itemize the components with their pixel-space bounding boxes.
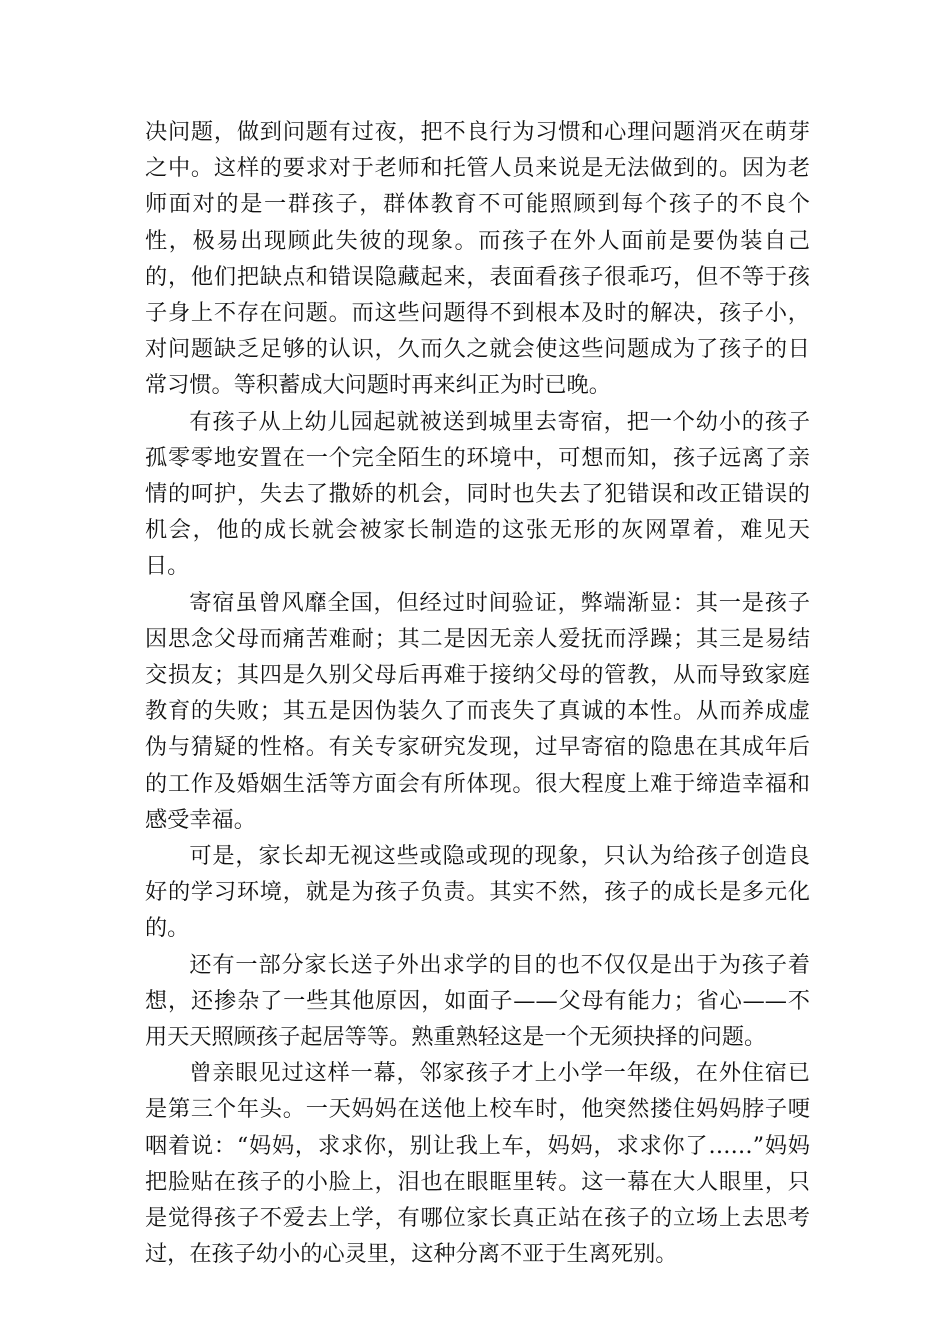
- paragraph-3: 寄宿虽曾风靡全国，但经过时间验证，弊端渐显：其一是孩子因思念父母而痛苦难耐；其二是因无亲人爱抚而浮躁；其三是易结交损友；其四是久别父母后再难于接纳父母的管教，从而导致家庭教育的失败；其五是因伪装久了而丧失了真诚的本性。从而养成虚伪与猜疑的性格。有关专家研究发现，过早寄宿的隐患在其成年后的工作及婚姻生活等方面会有所体现。很大程度上难于缔造幸福和感受幸福。: [145, 589, 810, 833]
- paragraph-6: 曾亲眼见过这样一幕，邻家孩子才上小学一年级，在外住宿已是第三个年头。一天妈妈在送他上校车时，他突然搂住妈妈脖子哽咽着说：“妈妈，求求你，别让我上车，妈妈，求求你了……”妈妈把脸贴在孩子的小脸上，泪也在眼眶里转。这一幕在大人眼里，只是觉得孩子不爱去上学，有哪位家长真正站在孩子的立场上去思考过，在孩子幼小的心灵里，这种分离不亚于生离死别。: [145, 1060, 810, 1268]
- paragraph-1: 决问题，做到问题有过夜，把不良行为习惯和心理问题消灭在萌芽之中。这样的要求对于老师和托管人员来说是无法做到的。因为老师面对的是一群孩子，群体教育不可能照顾到每个孩子的不良个性，极易出现顾此失彼的现象。而孩子在外人面前是要伪装自己的，他们把缺点和错误隐藏起来，表面看孩子很乖巧，但不等于孩子身上不存在问题。而这些问题得不到根本及时的解决，孩子小，对问题缺乏足够的认识，久而久之就会使这些问题成为了孩子的日常习惯。等积蓄成大问题时再来纠正为时已晚。: [145, 119, 810, 399]
- paragraph-5: 还有一部分家长送子外出求学的目的也不仅仅是出于为孩子着想，还掺杂了一些其他原因，如面子——父母有能力；省心——不用天天照顾孩子起居等等。熟重熟轻这是一个无须抉择的问题。: [145, 951, 810, 1051]
- paragraph-2: 有孩子从上幼儿园起就被送到城里去寄宿，把一个幼小的孩子孤零零地安置在一个完全陌生的环境中，可想而知，孩子远离了亲情的呵护，失去了撒娇的机会，同时也失去了犯错误和改正错误的机会，他的成长就会被家长制造的这张无形的灰网罩着，难见天日。: [145, 408, 810, 580]
- paragraph-4: 可是，家长却无视这些或隐或现的现象，只认为给孩子创造良好的学习环境，就是为孩子负责。其实不然，孩子的成长是多元化的。: [145, 843, 810, 942]
- document-body: [145, 114, 810, 1273]
